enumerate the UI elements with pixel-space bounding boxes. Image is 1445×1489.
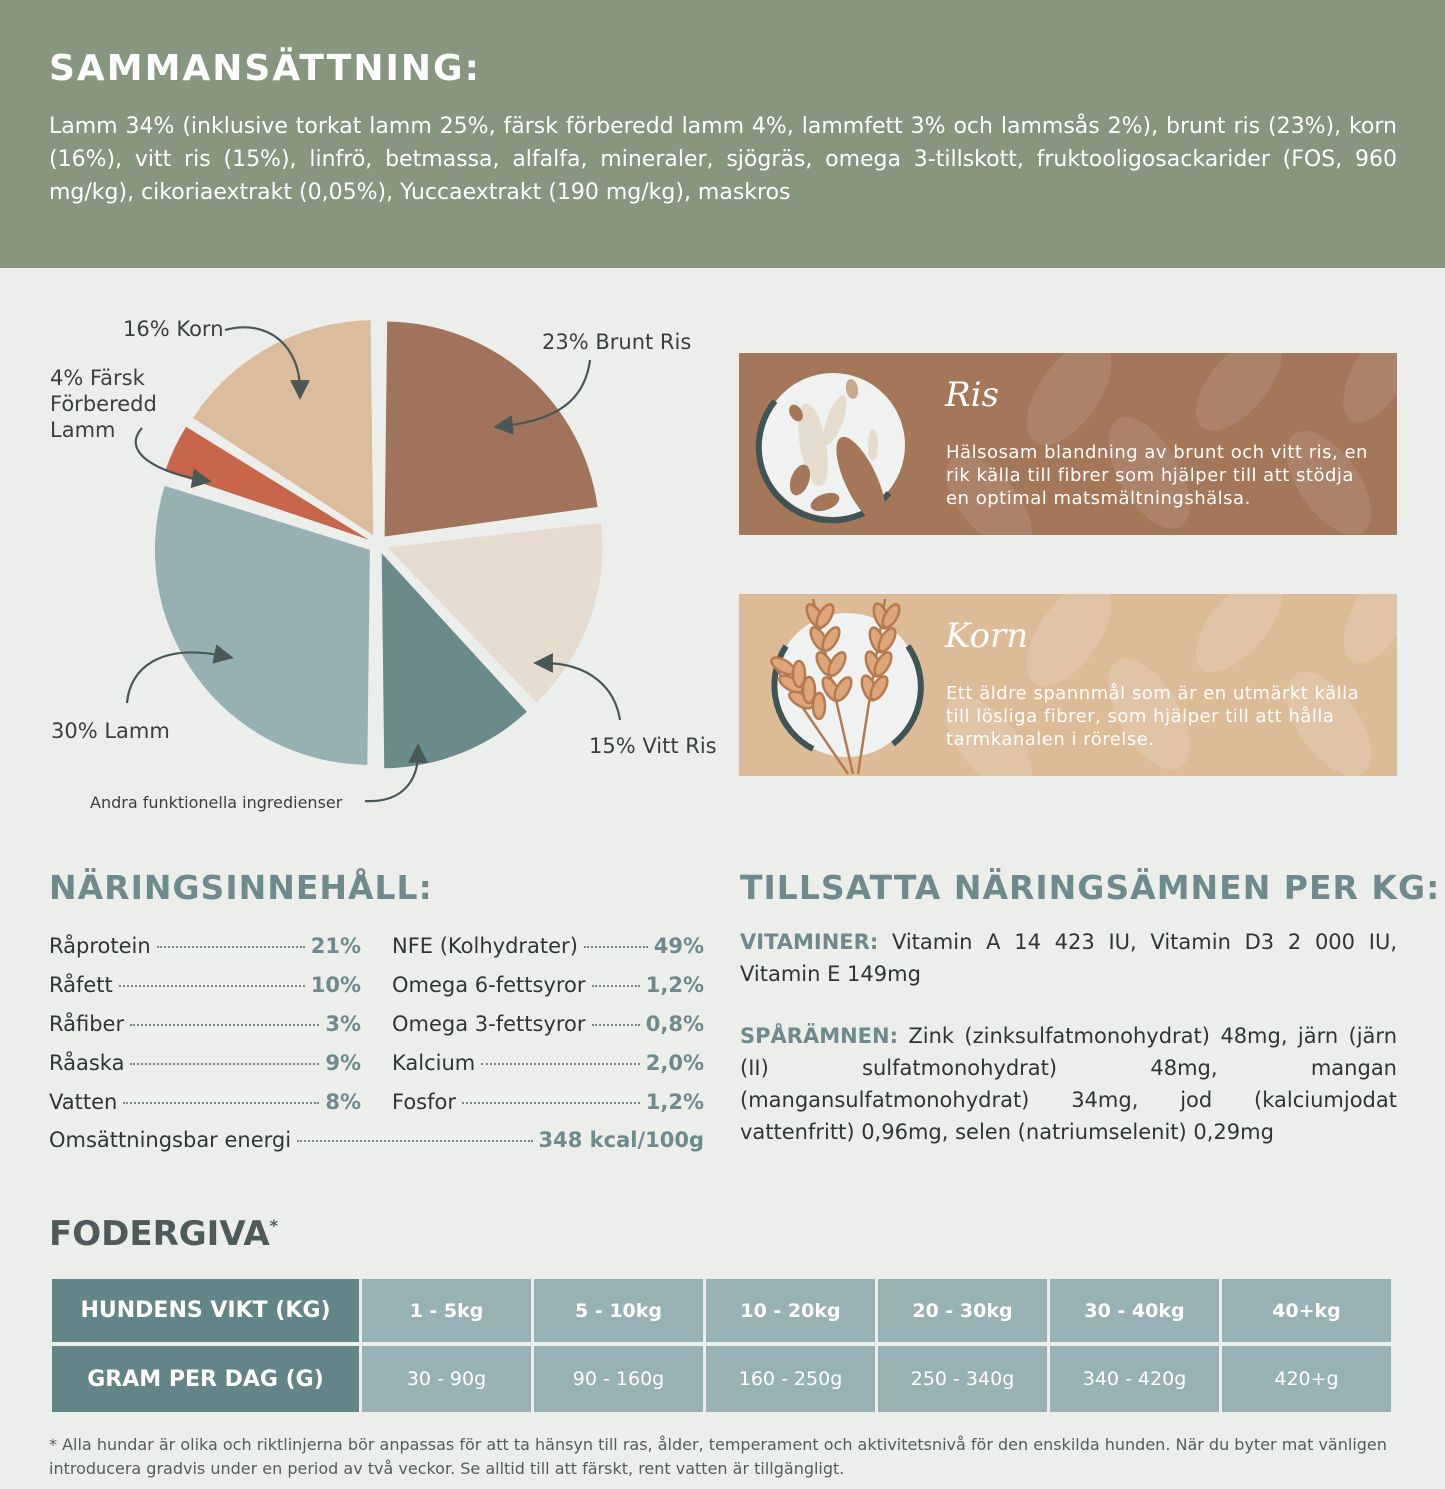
grams-cell: 160 - 250g: [706, 1346, 875, 1412]
korn-card-title: Korn: [945, 616, 1029, 656]
nutrition-row: [392, 1012, 704, 1036]
composition-banner: [0, 0, 1445, 268]
pie-label-brunt-ris: 23% Brunt Ris: [542, 330, 692, 354]
nutrition-value: 49%: [653, 934, 704, 958]
pie-label-lamm: 30% Lamm: [51, 719, 170, 743]
nutrition-label: Råfiber: [49, 1012, 125, 1036]
composition-text: Lamm 34% (inklusive torkat lamm 25%, färsk förberedd lamm 4%, lammfett 3% och lammsås 2%), brunt ris (23%), korn (16%), vitt ris (15%), linfrö, betmassa, alfalfa, mineraler, sjögräs, omega 3-tillskott, fruktooligosackarider (FOS, 960 mg/kg), cikoriaextrakt (0,05%), Yuccaextrakt (190 mg/kg), maskros: [49, 114, 1397, 205]
nutrition-row: [392, 1051, 704, 1075]
vitamins-paragraph: [740, 926, 1397, 990]
pie-label-farsk-1: 4% Färsk: [50, 366, 145, 390]
nutrition-label: Råprotein: [49, 934, 151, 958]
nutrition-label: Omega 6-fettsyror: [392, 973, 586, 997]
vitamins-label: VITAMINER:: [740, 930, 879, 954]
grams-cell: 340 - 420g: [1050, 1346, 1219, 1412]
korn-card-text: Ett äldre spannmål som är en utmärkt källa till lösliga fibrer, som hjälper till att hålla tarmkanalen i rörelse.: [946, 683, 1360, 750]
nutrition-row: [49, 1012, 361, 1036]
grams-cell: 30 - 90g: [362, 1346, 531, 1412]
grams-cell: 420+g: [1222, 1346, 1391, 1412]
energy-row: [49, 1128, 704, 1152]
energy-label: Omsättningsbar energi: [49, 1128, 292, 1152]
nutrition-label: Råaska: [49, 1051, 125, 1075]
energy-value: 348 kcal/100g: [538, 1128, 704, 1152]
nutrition-row: [392, 934, 704, 958]
vitamins-text: Vitamin A 14 423 IU, Vitamin D3 2 000 IU, Vitamin E 149mg: [740, 930, 1397, 986]
grams-row-header: GRAM PER DAG (G): [52, 1346, 359, 1412]
nutrition-row: [49, 934, 361, 958]
feeding-title-text: FODERGIVA: [49, 1214, 270, 1254]
nutrition-title: NÄRINGSINNEHÅLL:: [49, 868, 433, 907]
pie-label-vitt-ris: 15% Vitt Ris: [589, 734, 717, 758]
nutrition-label: Kalcium: [392, 1051, 476, 1075]
pie-label-farsk-2: Förberedd: [50, 392, 157, 416]
nutrition-value: 2,0%: [645, 1051, 704, 1075]
weight-cell: 10 - 20kg: [706, 1279, 875, 1342]
nutrition-value: 8%: [325, 1090, 361, 1114]
ris-card: [739, 353, 1397, 535]
nutrition-label: Omega 3-fettsyror: [392, 1012, 586, 1036]
pie-label-farsk-3: Lamm: [50, 418, 116, 442]
ris-card-text: Hälsosam blandning av brunt och vitt ris, en rik källa till fibrer som hjälper till att stödja en optimal matsmältningshälsa.: [946, 442, 1368, 509]
nutrition-row: [49, 1090, 361, 1114]
trace-paragraph: [740, 1020, 1397, 1148]
trace-label: SPÅRÄMNEN:: [740, 1024, 898, 1048]
weight-cell: 1 - 5kg: [362, 1279, 531, 1342]
feeding-footnote: * Alla hundar är olika och riktlinjerna bör anpassas för att ta hänsyn till ras, ålder, temperament och aktivitetsnivå för den enskilda hunden. När du byter mat vänligen introducera gradvis under en period av två veckor. Se alltid till att färskt, rent vatten är tillgängligt.: [49, 1435, 1387, 1478]
nutrition-value: 1,2%: [645, 1090, 704, 1114]
nutrition-value: 10%: [310, 973, 361, 997]
grams-cell: 90 - 160g: [534, 1346, 703, 1412]
nutrition-label: Fosfor: [392, 1090, 456, 1114]
nutrition-label: Råfett: [49, 973, 113, 997]
nutrition-value: 9%: [325, 1051, 361, 1075]
nutrition-value: 1,2%: [645, 973, 704, 997]
nutrition-value: 21%: [310, 934, 361, 958]
pie-label-andra: Andra funktionella ingredienser: [90, 793, 343, 812]
weight-row-header: HUNDENS VIKT (KG): [52, 1279, 359, 1342]
rice-icon: [753, 365, 913, 525]
composition-title: SAMMANSÄTTNING:: [49, 48, 481, 89]
pie-label-korn: 16% Korn: [123, 317, 224, 341]
korn-card: [739, 594, 1397, 776]
feeding-title: [49, 1214, 278, 1254]
ris-card-title: Ris: [945, 375, 999, 415]
trace-text: Zink (zinksulfatmonohydrat) 48mg, järn (järn (II) sulfatmonohydrat) 48mg, mangan (mangansulfatmonohydrat) 34mg, jod (kalciumjodat vattenfritt) 0,96mg, selen (natriumselenit) 0,29mg: [740, 1024, 1397, 1144]
nutrition-value: 0,8%: [645, 1012, 704, 1036]
weight-cell: 20 - 30kg: [878, 1279, 1047, 1342]
nutrition-value: 3%: [325, 1012, 361, 1036]
nutrition-row: [49, 973, 361, 997]
nutrition-label: Vatten: [49, 1090, 118, 1114]
nutrition-label: NFE (Kolhydrater): [392, 934, 578, 958]
nutrition-row: [392, 1090, 704, 1114]
feeding-title-star: *: [269, 1216, 279, 1235]
wheat-icon: [753, 594, 928, 776]
added-nutrients-title: TILLSATTA NÄRINGSÄMNEN PER KG:: [740, 868, 1441, 907]
nutrition-row: [392, 973, 704, 997]
nutrition-row: [49, 1051, 361, 1075]
weight-cell: 5 - 10kg: [534, 1279, 703, 1342]
weight-cell: 30 - 40kg: [1050, 1279, 1219, 1342]
grams-cell: 250 - 340g: [878, 1346, 1047, 1412]
weight-cell: 40+kg: [1222, 1279, 1391, 1342]
